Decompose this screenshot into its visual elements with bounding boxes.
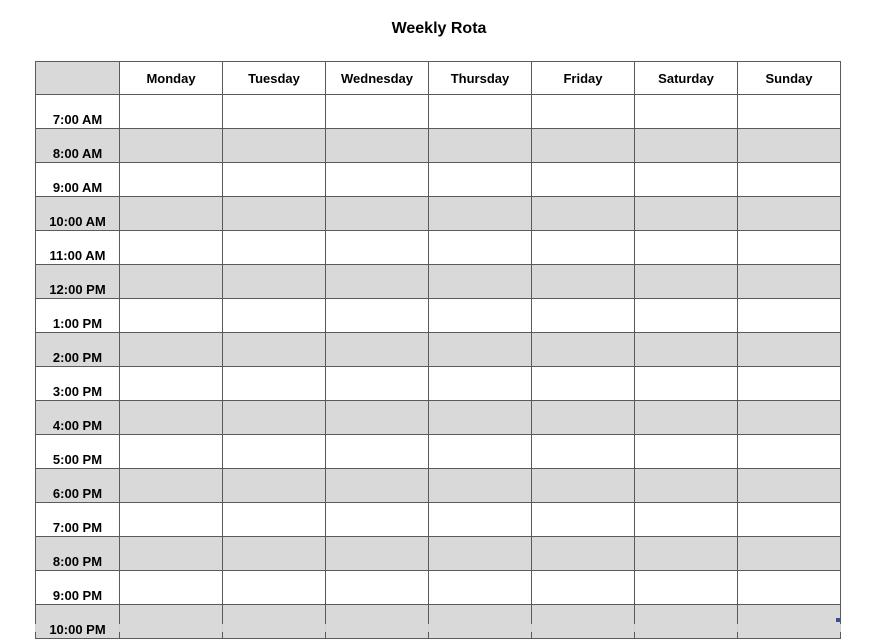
rota-cell[interactable]: [738, 129, 841, 163]
rota-cell[interactable]: [635, 95, 738, 129]
day-header-thursday: Thursday: [429, 62, 532, 95]
rota-cell[interactable]: [635, 435, 738, 469]
rota-cell[interactable]: [635, 265, 738, 299]
time-row: [36, 231, 841, 265]
rota-cell[interactable]: [532, 605, 635, 639]
rota-cell[interactable]: [326, 367, 429, 401]
rota-cell[interactable]: [635, 129, 738, 163]
rota-cell[interactable]: [635, 367, 738, 401]
rota-cell[interactable]: [223, 197, 326, 231]
rota-cell[interactable]: [532, 197, 635, 231]
rota-cell[interactable]: [738, 503, 841, 537]
rota-cell[interactable]: [532, 435, 635, 469]
rota-cell[interactable]: [223, 333, 326, 367]
time-row: [36, 571, 841, 605]
rota-cell[interactable]: [738, 163, 841, 197]
rota-cell[interactable]: [326, 469, 429, 503]
time-label: 8:00 AM: [36, 129, 120, 163]
rota-cell[interactable]: [738, 333, 841, 367]
time-row: [36, 95, 841, 129]
rota-cell[interactable]: [120, 265, 223, 299]
day-header-friday: Friday: [532, 62, 635, 95]
rota-cell[interactable]: [738, 605, 841, 639]
rota-cell[interactable]: [429, 503, 532, 537]
rota-cell[interactable]: [635, 605, 738, 639]
rota-cell[interactable]: [223, 129, 326, 163]
rota-cell[interactable]: [429, 333, 532, 367]
time-label: 11:00 AM: [36, 231, 120, 265]
rota-cell[interactable]: [532, 367, 635, 401]
rota-body: [36, 95, 841, 639]
rota-cell[interactable]: [738, 231, 841, 265]
rota-cell[interactable]: [738, 367, 841, 401]
rota-cell[interactable]: [223, 231, 326, 265]
rota-cell[interactable]: [429, 469, 532, 503]
time-label: 10:00 PM: [36, 605, 120, 639]
time-row: [36, 435, 841, 469]
time-row: [36, 367, 841, 401]
time-row: [36, 503, 841, 537]
time-label: 6:00 PM: [36, 469, 120, 503]
time-label: 4:00 PM: [36, 401, 120, 435]
rota-cell[interactable]: [635, 401, 738, 435]
rota-cell[interactable]: [120, 129, 223, 163]
rota-cell[interactable]: [120, 537, 223, 571]
day-header-sunday: Sunday: [738, 62, 841, 95]
rota-cell[interactable]: [223, 571, 326, 605]
rota-cell[interactable]: [223, 503, 326, 537]
rota-cell[interactable]: [326, 197, 429, 231]
rota-cell[interactable]: [429, 605, 532, 639]
rota-cell[interactable]: [120, 503, 223, 537]
rota-cell[interactable]: [532, 265, 635, 299]
rota-cell[interactable]: [120, 95, 223, 129]
rota-cell[interactable]: [223, 401, 326, 435]
rota-cell[interactable]: [326, 605, 429, 639]
rota-cell[interactable]: [223, 299, 326, 333]
rota-cell[interactable]: [223, 367, 326, 401]
time-label: 2:00 PM: [36, 333, 120, 367]
rota-cell[interactable]: [120, 435, 223, 469]
time-row: [36, 299, 841, 333]
time-label: 10:00 AM: [36, 197, 120, 231]
rota-cell[interactable]: [120, 163, 223, 197]
rota-cell[interactable]: [429, 401, 532, 435]
time-label: 12:00 PM: [36, 265, 120, 299]
time-label: 9:00 PM: [36, 571, 120, 605]
rota-cell[interactable]: [223, 163, 326, 197]
rota-cell[interactable]: [635, 333, 738, 367]
rota-cell[interactable]: [326, 571, 429, 605]
corner-cell: [36, 62, 120, 95]
rota-cell[interactable]: [120, 197, 223, 231]
rota-cell[interactable]: [223, 605, 326, 639]
rota-cell[interactable]: [429, 537, 532, 571]
time-label: 9:00 AM: [36, 163, 120, 197]
day-header-tuesday: Tuesday: [223, 62, 326, 95]
rota-cell[interactable]: [635, 571, 738, 605]
rota-cell[interactable]: [326, 95, 429, 129]
page-title: Weekly Rota: [391, 20, 487, 37]
rota-cell[interactable]: [120, 571, 223, 605]
rota-cell[interactable]: [532, 401, 635, 435]
rota-cell[interactable]: [738, 299, 841, 333]
rota-cell[interactable]: [326, 435, 429, 469]
rota-cell[interactable]: [120, 469, 223, 503]
time-row: [36, 163, 841, 197]
rota-cell[interactable]: [223, 95, 326, 129]
time-label: 8:00 PM: [36, 537, 120, 571]
rota-cell[interactable]: [635, 503, 738, 537]
rota-cell[interactable]: [120, 299, 223, 333]
rota-cell[interactable]: [120, 333, 223, 367]
rota-cell[interactable]: [532, 163, 635, 197]
rota-cell[interactable]: [223, 435, 326, 469]
resize-handle-icon: [836, 618, 840, 622]
time-label: 7:00 PM: [36, 503, 120, 537]
time-row: [36, 469, 841, 503]
time-label: 3:00 PM: [36, 367, 120, 401]
rota-cell[interactable]: [326, 537, 429, 571]
rota-cell[interactable]: [326, 299, 429, 333]
rota-cell[interactable]: [326, 231, 429, 265]
rota-cell[interactable]: [532, 537, 635, 571]
rota-cell[interactable]: [326, 401, 429, 435]
rota-cell[interactable]: [738, 265, 841, 299]
rota-cell[interactable]: [532, 299, 635, 333]
rota-cell[interactable]: [532, 503, 635, 537]
rota-cell[interactable]: [738, 469, 841, 503]
rota-cell[interactable]: [326, 265, 429, 299]
rota-cell[interactable]: [120, 231, 223, 265]
rota-cell[interactable]: [429, 95, 532, 129]
time-row: [36, 129, 841, 163]
rota-cell[interactable]: [326, 333, 429, 367]
day-header-monday: Monday: [120, 62, 223, 95]
rota-cell[interactable]: [429, 299, 532, 333]
rota-cell[interactable]: [738, 571, 841, 605]
rota-cell[interactable]: [429, 231, 532, 265]
time-row: [36, 333, 841, 367]
rota-cell[interactable]: [223, 469, 326, 503]
rota-cell[interactable]: [223, 537, 326, 571]
rota-cell[interactable]: [635, 197, 738, 231]
rota-cell[interactable]: [429, 197, 532, 231]
day-header-saturday: Saturday: [635, 62, 738, 95]
rota-cell[interactable]: [120, 367, 223, 401]
rota-cell[interactable]: [429, 571, 532, 605]
rota-cell[interactable]: [326, 163, 429, 197]
rota-cell[interactable]: [635, 231, 738, 265]
header-row: [36, 62, 841, 95]
rota-cell[interactable]: [738, 401, 841, 435]
rota-cell[interactable]: [429, 265, 532, 299]
time-label: 7:00 AM: [36, 95, 120, 129]
rota-cell[interactable]: [120, 605, 223, 639]
rota-cell[interactable]: [326, 129, 429, 163]
rota-cell[interactable]: [738, 435, 841, 469]
time-row: [36, 265, 841, 299]
time-row: [36, 537, 841, 571]
rota-cell[interactable]: [120, 401, 223, 435]
rota-cell[interactable]: [223, 265, 326, 299]
rota-cell[interactable]: [326, 503, 429, 537]
rota-cell[interactable]: [532, 571, 635, 605]
rota-cell[interactable]: [532, 469, 635, 503]
rota-cell[interactable]: [738, 537, 841, 571]
time-label: 1:00 PM: [36, 299, 120, 333]
time-row: [36, 605, 841, 639]
rota-cell[interactable]: [429, 435, 532, 469]
rota-cell[interactable]: [429, 163, 532, 197]
time-label: 5:00 PM: [36, 435, 120, 469]
rota-cell[interactable]: [635, 469, 738, 503]
day-header-wednesday: Wednesday: [326, 62, 429, 95]
time-row: [36, 197, 841, 231]
rota-cell[interactable]: [429, 367, 532, 401]
rota-cell[interactable]: [532, 95, 635, 129]
rota-cell[interactable]: [429, 129, 532, 163]
rota-cell[interactable]: [635, 163, 738, 197]
time-row: [36, 401, 841, 435]
rota-cell[interactable]: [532, 231, 635, 265]
rota-cell[interactable]: [635, 537, 738, 571]
rota-cell[interactable]: [532, 129, 635, 163]
rota-cell[interactable]: [738, 95, 841, 129]
rota-cell[interactable]: [738, 197, 841, 231]
rota-cell[interactable]: [635, 299, 738, 333]
rota-cell[interactable]: [532, 333, 635, 367]
rota-table: [35, 61, 841, 639]
